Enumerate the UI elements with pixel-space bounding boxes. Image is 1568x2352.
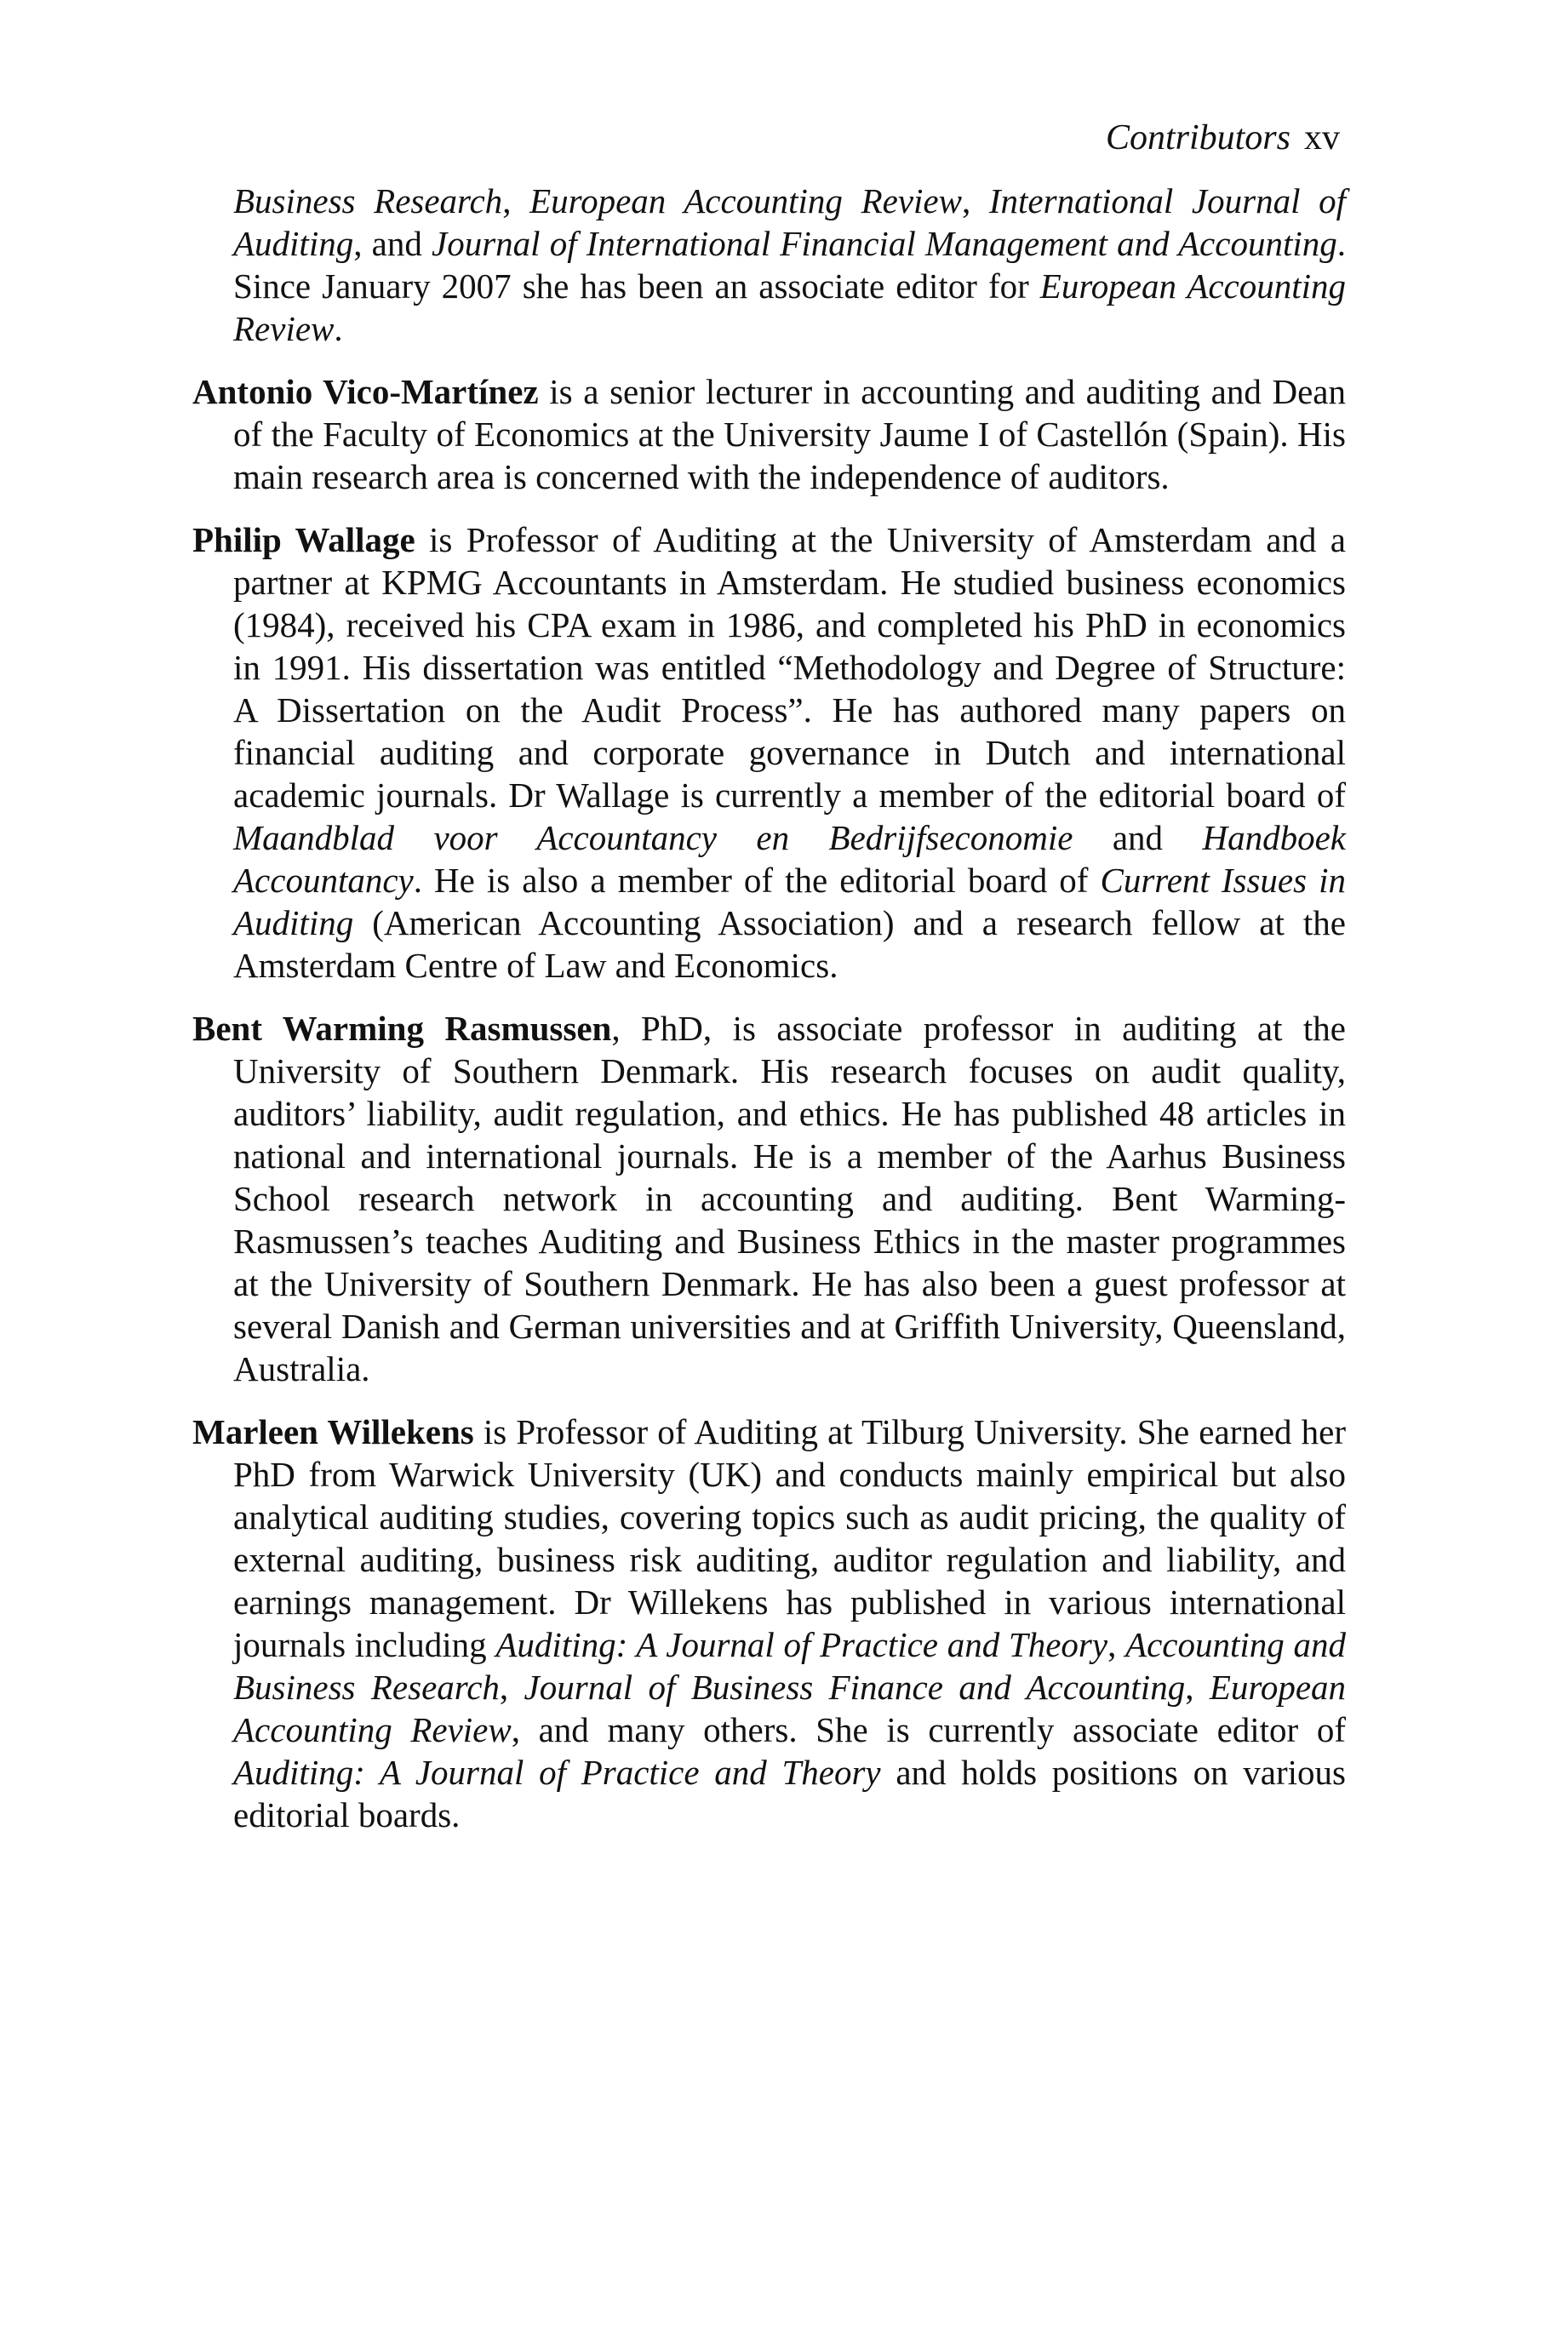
running-head [1106, 117, 1340, 159]
page-number: xv [1304, 118, 1340, 157]
contributor-entry-rasmussen: Bent Warming Rasmussen, PhD, is associate professor in auditing at the University of Southern Denmark. His research focuses on audit quality, auditors’ liability, audit regulation, and ethics. He has published 48 articles in national and international journals. He is a member of the Aarhus Business School research network in accounting and auditing. Bent Warming-Rasmussen’s teaches Auditing and Business Ethics in the master programmes at the University of Southern Denmark. He has also been a guest professor at several Danish and German universities and at Griffith University, Queensland, Australia. [192, 1009, 1346, 1388]
contributor-name: Philip Wallage [192, 520, 415, 559]
contributor-name: Bent Warming Rasmussen [192, 1009, 612, 1048]
contributor-entry-vico-martinez: Antonio Vico-Martínez is a senior lecturer in accounting and auditing and Dean of the Faculty of Economics at the University Jaume I of Castellón (Spain). His main research area is concerned with the independence of auditors. [192, 372, 1346, 496]
contributor-name: Antonio Vico-Martínez [192, 372, 539, 411]
running-head-title: Contributors [1105, 118, 1290, 157]
contributors-list [192, 180, 1346, 1857]
contributor-entry-willekens: Marleen Willekens is Professor of Auditing at Tilburg University. She earned her PhD from Warwick University (UK) and conducts mainly empirical but also analytical auditing studies, covering topics such as audit pricing, the quality of external auditing, business risk auditing, auditor regulation and liability, and earnings management. Dr Willekens has published in various international journals including Auditing: A Journal of Practice and Theory, Accounting and Business Research, Journal of Business Finance and Accounting, European Accounting Review, and many others. She is currently associate editor of Auditing: A Journal of Practice and Theory and holds positions on various editorial boards. [192, 1412, 1347, 1834]
contributor-entry-continued: Business Research, European Accounting Review, International Journal of Auditing, and Journal of International Financial Management and Accounting. Since January 2007 she has been an associate editor for European Accounting Review. [233, 181, 1347, 348]
contributor-name: Marleen Willekens [192, 1412, 474, 1451]
contributor-entry-wallage: Philip Wallage is Professor of Auditing at the University of Amsterdam and a partner at KPMG Accountants in Amsterdam. He studied business economics (1984), received his CPA exam in 1986, and completed his PhD in economics in 1991. His dissertation was entitled “Methodology and Degree of Structure: A Dissertation on the Audit Process”. He has authored many papers on financial auditing and corporate governance in Dutch and international academic journals. Dr Wallage is currently a member of the editorial board of Maandblad voor Accountancy en Bedrijfseconomie and Handboek Accountancy. He is also a member of the editorial board of Current Issues in Auditing (American Accounting Association) and a research fellow at the Amsterdam Centre of Law and Economics. [192, 520, 1346, 985]
